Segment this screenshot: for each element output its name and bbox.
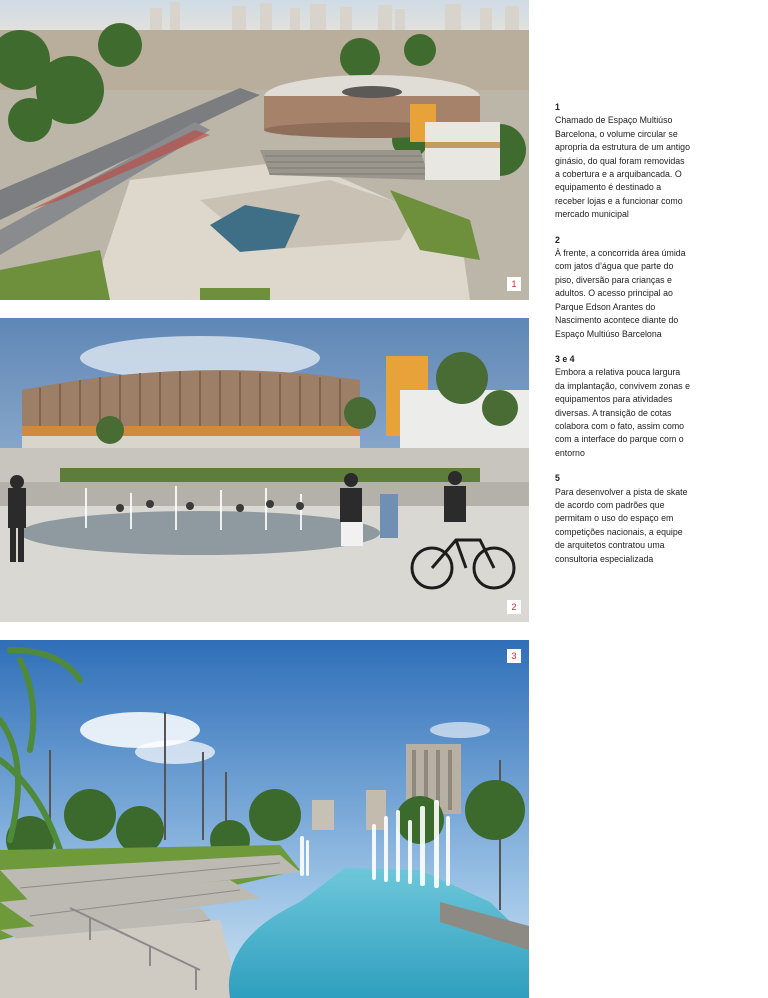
- photo-number-badge: 1: [507, 277, 521, 291]
- caption-2: [555, 234, 690, 341]
- caption-text: Para desenvolver a pista de skate de acordo com padrões que permitam o uso do espaço em competições nacionais, a equipe de arquitetos contratou uma consultoria especializada: [555, 486, 688, 564]
- caption-number: 2: [555, 234, 560, 245]
- caption-5: [555, 472, 690, 566]
- caption-text: Embora a relativa pouca largura da implantação, convivem zonas e equipamentos para atividades diversas. A transição de cotas colabora com o fato, assim como com a interface do parque com o entorno: [555, 367, 690, 458]
- caption-column: [555, 101, 690, 578]
- caption-text: À frente, a concorrida área úmida com jatos d’água que parte do piso, diversão para crianças e adultos. O acesso principal ao Parque Edson Arantes do Nascimento acontece diante do Espaço Multiúso Barcelona: [555, 248, 686, 339]
- photo-2-image: [0, 318, 529, 622]
- photo-3: [0, 640, 529, 998]
- caption-number: 1: [555, 102, 560, 112]
- photo-number-badge: 3: [507, 649, 521, 663]
- photo-number-badge: 2: [507, 600, 521, 614]
- caption-number: 5: [555, 473, 560, 484]
- caption-1: [555, 101, 690, 222]
- photo-1-image: [0, 0, 529, 300]
- caption-text: Chamado de Espaço Multiúso Barcelona, o volume circular se apropria da estrutura de um antigo ginásio, do qual foram removidas a cobertura e a arquibancada. O equipamento é destinado a receber lojas e a funcionar como mercado municipal: [555, 115, 690, 220]
- caption-3-4: [555, 353, 690, 460]
- caption-number: 3 e 4: [555, 353, 575, 364]
- photo-2: [0, 318, 529, 622]
- photo-1: [0, 0, 529, 300]
- photo-3-image: [0, 640, 529, 998]
